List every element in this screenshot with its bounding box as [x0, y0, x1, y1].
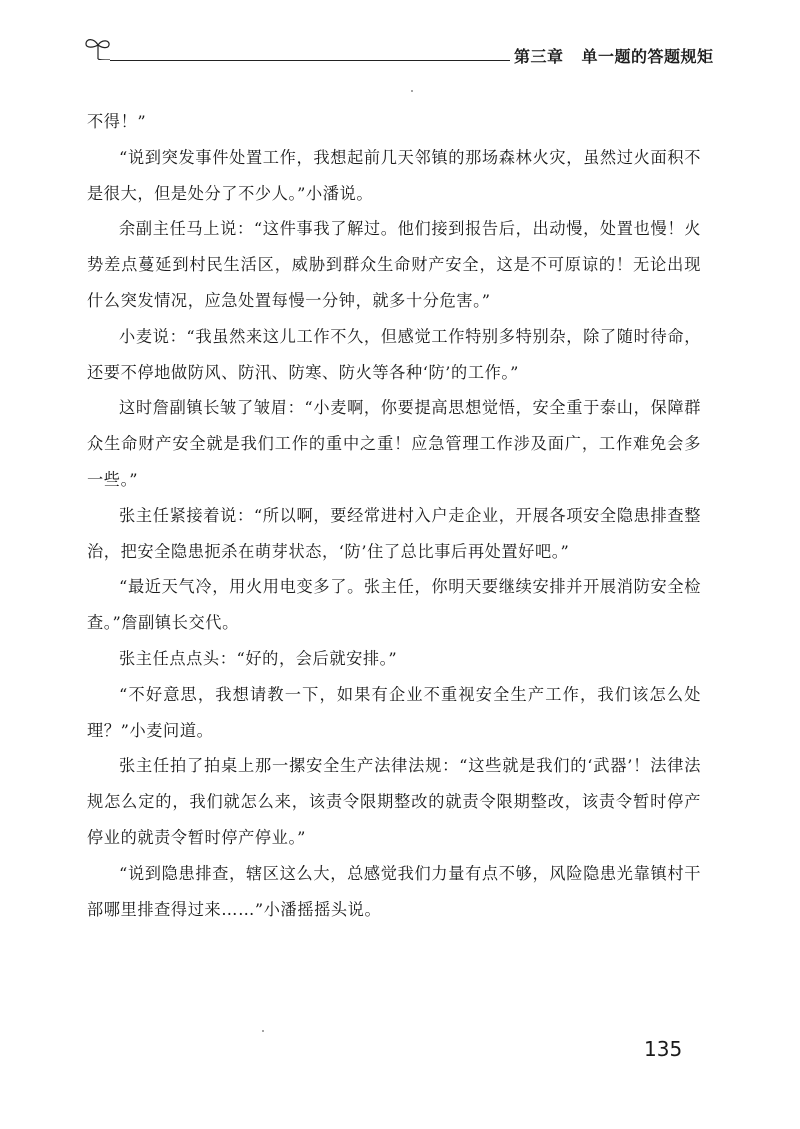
scan-speck	[262, 1030, 264, 1032]
paragraph: “不好意思，我想请教一下，如果有企业不重视安全生产工作，我们该怎么处理？”小麦问道。	[87, 684, 701, 740]
header-rule	[110, 60, 510, 61]
paragraph: 小麦说：“我虽然来这儿工作不久，但感觉工作特别多特别杂，除了随时待命，还要不停地做防风、防汛、防寒、防火等各种‘防’的工作。”	[87, 326, 701, 382]
paragraph: 张主任紧接着说：“所以啊，要经常进村入户走企业，开展各项安全隐患排查整治，把安全隐患扼杀在萌芽状态，‘防’住了总比事后再处置好吧。”	[87, 505, 701, 561]
chapter-name: 单一题的答题规矩	[581, 47, 714, 66]
body-text	[87, 104, 701, 927]
scan-speck	[411, 90, 413, 92]
chapter-number: 第三章	[514, 47, 564, 66]
paragraph: 余副主任马上说：“这件事我了解过。他们接到报告后，出动慢，处置也慢！火势差点蔓延到村民生活区，威胁到群众生命财产安全，这是不可原谅的！无论出现什么突发情况，应急处置每慢一分钟，就多十分危害。”	[87, 219, 701, 310]
paragraph: 张主任拍了拍桌上那一摞安全生产法律法规：“这些就是我们的‘武器’！法律法规怎么定的，我们就怎么来，该责令限期整改的就责令限期整改，该责令暂时停产停业的就责令暂时停产停业。”	[87, 756, 701, 847]
paragraph: 张主任点点头：“好的，会后就安排。”	[119, 648, 398, 668]
sprout-icon	[84, 36, 114, 60]
paragraph: “最近天气冷，用火用电变多了。张主任，你明天要继续安排并开展消防安全检查。”詹副镇长交代。	[87, 577, 701, 633]
running-header	[84, 28, 714, 68]
paragraph-continuation: 不得！”	[87, 112, 147, 131]
paragraph: 这时詹副镇长皱了皱眉：“小麦啊，你要提高思想觉悟，安全重于泰山，保障群众生命财产安全就是我们工作的重中之重！应急管理工作涉及面广，工作难免会多一些。”	[87, 398, 701, 489]
page-number: 135	[644, 1037, 683, 1061]
paragraph: “说到突发事件处置工作，我想起前几天邻镇的那场森林火灾，虽然过火面积不是很大，但是处分了不少人。”小潘说。	[87, 147, 701, 203]
chapter-title	[514, 44, 714, 67]
paragraph: “说到隐患排查，辖区这么大，总感觉我们力量有点不够，风险隐患光靠镇村干部哪里排查得过来……”小潘摇摇头说。	[87, 863, 701, 919]
